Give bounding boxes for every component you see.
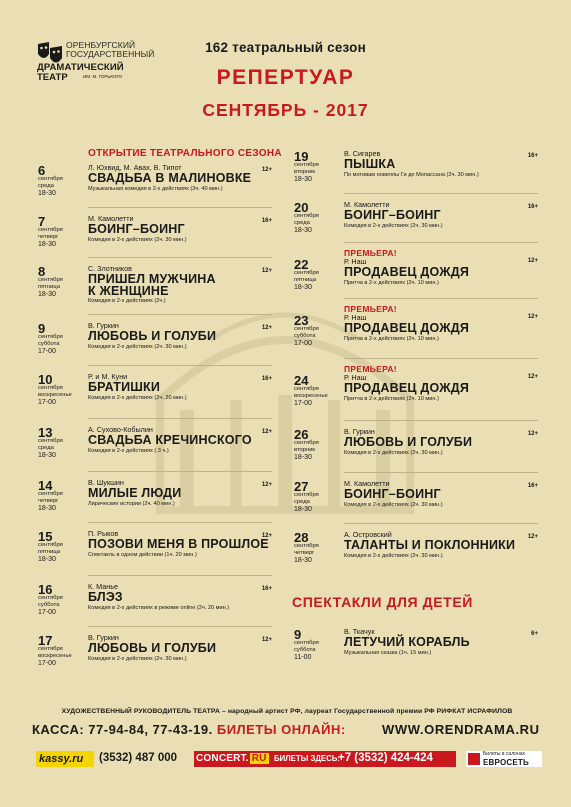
- event-author: М. Камолетти: [88, 214, 134, 223]
- age-rating-badge: 12+: [261, 325, 272, 331]
- event-title: ПРОДАВЕЦ ДОЖДЯ: [344, 265, 470, 279]
- event-title: ПРИШЕЛ МУЖЧИНА: [88, 272, 216, 286]
- age-rating-badge: 12+: [527, 314, 538, 320]
- euroset-name: ЕВРОСЕТЬ: [483, 758, 529, 767]
- event-time: 18-30: [38, 190, 56, 197]
- age-rating-badge: 12+: [261, 482, 272, 488]
- event-title: БОИНГ–БОИНГ: [88, 222, 185, 236]
- logo-line-4: ТЕАТР: [37, 72, 68, 83]
- event-title: ЛЮБОВЬ И ГОЛУБИ: [88, 329, 217, 343]
- logo-line-3: ДРАМАТИЧЕСКИЙ: [37, 62, 124, 73]
- event-time: 17-00: [294, 340, 312, 347]
- event-day: 19: [294, 149, 309, 164]
- event-date: сентября пятница: [38, 277, 63, 290]
- premiere-label: ПРЕМЬЕРА!: [344, 248, 397, 258]
- left-event: [38, 530, 272, 564]
- event-genre: Музыкальная сказка (1ч. 15 мин.): [344, 650, 432, 656]
- event-genre: Комедия в 2-х действиях в режиме online (2ч. 20 мин.): [88, 605, 230, 611]
- event-genre: Комедия в 2-х действиях (2ч. 30 мин.): [344, 553, 443, 559]
- logo-line-2: ГОСУДАРСТВЕННЫЙ: [66, 49, 155, 59]
- left-event: [38, 265, 272, 307]
- event-genre: Комедия в 2-х действиях (2ч. 20 мин.): [88, 395, 187, 401]
- left-event: [38, 479, 272, 513]
- age-rating-badge: 12+: [261, 268, 272, 274]
- left-event: [38, 322, 272, 356]
- age-rating-badge: 12+: [261, 429, 272, 435]
- event-day: 7: [38, 214, 46, 229]
- event-title: ТАЛАНТЫ И ПОКЛОННИКИ: [344, 538, 516, 552]
- right-event: [294, 150, 538, 184]
- event-time: 18-30: [38, 241, 56, 248]
- age-rating-badge: 12+: [527, 534, 538, 540]
- right-event: [294, 480, 538, 514]
- event-title: ЛЮБОВЬ И ГОЛУБИ: [88, 641, 217, 655]
- event-date: сентября воскресенье: [38, 646, 72, 659]
- event-author: В. Гуркин: [88, 633, 119, 642]
- row-divider: [344, 242, 538, 243]
- box-office-phones: 77-94-84, 77-43-19.: [88, 722, 213, 737]
- row-divider: [88, 365, 272, 366]
- event-title: БЛЭЗ: [88, 590, 123, 604]
- event-genre: Комедия в 2-х действиях (2ч.): [88, 298, 166, 304]
- event-title-line-2: К ЖЕНЩИНЕ: [88, 284, 169, 298]
- concert-partner: [194, 751, 456, 767]
- premiere-label: ПРЕМЬЕРА!: [344, 364, 397, 374]
- event-title: БРАТИШКИ: [88, 380, 161, 394]
- event-date: сентября четверг: [294, 543, 319, 556]
- kids-heading: СПЕКТАКЛИ ДЛЯ ДЕТЕЙ: [292, 594, 473, 610]
- online-tickets-label: БИЛЕТЫ ОНЛАЙН:: [216, 722, 346, 737]
- event-date: сентября пятница: [38, 542, 63, 555]
- event-genre: Спектакль в одном действии (1ч. 20 мин.): [88, 552, 197, 558]
- event-date: сентября суббота: [38, 334, 63, 347]
- age-rating-badge: 12+: [527, 431, 538, 437]
- euroset-logo-icon: [468, 753, 480, 765]
- row-divider: [344, 523, 538, 524]
- right-event: [294, 304, 538, 348]
- event-date: сентября суббота: [38, 595, 63, 608]
- age-rating-badge: 6+: [531, 631, 538, 637]
- kassy-phone: (3532) 487 000: [99, 752, 178, 764]
- event-title: ПРОДАВЕЦ ДОЖДЯ: [344, 381, 470, 395]
- row-divider: [88, 575, 272, 576]
- event-author: Л. Юхвид, М. Авах, В. Типот: [88, 163, 182, 172]
- event-title: ЛЕТУЧИЙ КОРАБЛЬ: [344, 635, 470, 649]
- event-day: 9: [294, 627, 302, 642]
- row-divider: [88, 314, 272, 315]
- event-date: сентября воскресенье: [294, 386, 328, 399]
- event-date: сентября пятница: [294, 270, 319, 283]
- event-day: 24: [294, 373, 309, 388]
- event-date: сентября среда: [294, 492, 319, 505]
- event-time: 18-30: [294, 284, 312, 291]
- row-divider: [344, 298, 538, 299]
- right-event: [294, 531, 538, 565]
- event-day: 6: [38, 163, 46, 178]
- event-time: 18-30: [294, 557, 312, 564]
- event-author: М. Камолетти: [344, 200, 390, 209]
- row-divider: [88, 418, 272, 419]
- row-divider: [344, 420, 538, 421]
- event-date: сентября четверг: [38, 491, 63, 504]
- event-day: 27: [294, 479, 309, 494]
- event-title: ПРОДАВЕЦ ДОЖДЯ: [344, 321, 470, 335]
- event-genre: Притча в 2-х действиях (2ч. 10 мин.): [344, 336, 439, 342]
- event-time: 18-30: [294, 454, 312, 461]
- concert-logo: [196, 752, 269, 766]
- event-author: В. Ткачук: [344, 627, 375, 636]
- season-opening-heading: ОТКРЫТИЕ ТЕАТРАЛЬНОГО СЕЗОНА: [88, 148, 282, 159]
- event-time: 17-00: [38, 660, 56, 667]
- kassy-partner: [36, 751, 176, 767]
- event-author: П. Рыков: [88, 529, 119, 538]
- event-day: 23: [294, 313, 309, 328]
- event-date: сентября среда: [294, 213, 319, 226]
- event-date: сентября среда: [38, 438, 63, 451]
- row-divider: [88, 626, 272, 627]
- event-genre: Комедия в 2-х действиях (2ч. 30 мин.): [344, 450, 443, 456]
- event-title: СВАДЬБА КРЕЧИНСКОГО: [88, 433, 252, 447]
- event-date: сентября суббота: [294, 640, 319, 653]
- event-author: А. Островский: [344, 530, 392, 539]
- event-day: 14: [38, 478, 53, 493]
- event-author: В. Гуркин: [344, 427, 375, 436]
- event-day: 17: [38, 633, 53, 648]
- event-time: 18-30: [294, 506, 312, 513]
- age-rating-badge: 12+: [527, 374, 538, 380]
- event-day: 10: [38, 372, 53, 387]
- event-date: сентября суббота: [294, 326, 319, 339]
- age-rating-badge: 16+: [527, 204, 538, 210]
- event-time: 18-30: [38, 291, 56, 298]
- event-title: БОИНГ–БОИНГ: [344, 208, 441, 222]
- event-title: МИЛЫЕ ЛЮДИ: [88, 486, 182, 500]
- event-date: сентября вторник: [294, 440, 319, 453]
- event-time: 11-00: [294, 654, 312, 661]
- event-genre: Комедия в 2-х действиях (2ч. 30 мин.): [88, 344, 187, 350]
- age-rating-badge: 12+: [261, 637, 272, 643]
- event-day: 26: [294, 427, 309, 442]
- event-date: сентября воскресенье: [38, 385, 72, 398]
- event-date: сентября четверг: [38, 227, 63, 240]
- age-rating-badge: 16+: [261, 586, 272, 592]
- event-author: В. Гуркин: [88, 321, 119, 330]
- right-event: [294, 364, 538, 408]
- event-genre: Притча в 2-х действиях (2ч. 10 мин.): [344, 280, 439, 286]
- event-genre: Комедия в 2-х действиях (2ч. 30 мин.): [88, 237, 187, 243]
- euroset-small-text: Билеты в салонах: [483, 751, 526, 757]
- left-event: [38, 215, 272, 249]
- kids-event: [294, 628, 538, 662]
- logo-line-4-small: ИМ. М. ГОРЬКОГО: [83, 74, 123, 79]
- event-genre: По мотивам новеллы Ги де Мопассана (2ч. 30 мин.): [344, 172, 479, 178]
- right-event: [294, 248, 538, 292]
- event-title: ПОЗОВИ МЕНЯ В ПРОШЛОЕ: [88, 537, 269, 551]
- event-genre: Комедия в 2-х действиях (2ч. 30 мин.): [344, 502, 443, 508]
- concert-label: БИЛЕТЫ ЗДЕСЬ:: [274, 754, 340, 763]
- event-author: Р. Наш: [344, 257, 367, 266]
- artistic-director-line: ХУДОЖЕСТВЕННЫЙ РУКОВОДИТЕЛЬ ТЕАТРА – народный артист РФ, лауреат Государственной премии РФ РИФКАТ ИСРАФИЛОВ: [61, 708, 513, 715]
- event-title: ЛЮБОВЬ И ГОЛУБИ: [344, 435, 473, 449]
- event-author: Р. и М. Куни: [88, 372, 128, 381]
- season-label: 162 театральный сезон: [205, 40, 366, 55]
- age-rating-badge: 16+: [261, 376, 272, 382]
- event-time: 17-00: [38, 609, 56, 616]
- event-day: 8: [38, 264, 46, 279]
- event-title: СВАДЬБА В МАЛИНОВКЕ: [88, 171, 252, 185]
- event-genre: Комедия в 2-х действиях (2ч. 30 мин.): [344, 223, 443, 229]
- event-genre: Лирические истории (2ч. 40 мин.): [88, 501, 175, 507]
- event-genre: Музыкальная комедия в 2-х действиях (3ч. 40 мин.): [88, 186, 223, 192]
- row-divider: [88, 522, 272, 523]
- row-divider: [88, 257, 272, 258]
- event-time: 18-30: [294, 176, 312, 183]
- event-author: Р. Наш: [344, 313, 367, 322]
- event-author: В. Шукшин: [88, 478, 124, 487]
- event-title: ПЫШКА: [344, 157, 396, 171]
- event-time: 18-30: [38, 505, 56, 512]
- event-date: сентября среда: [38, 176, 63, 189]
- row-divider: [88, 471, 272, 472]
- event-day: 15: [38, 529, 53, 544]
- event-author: К. Маньe: [88, 582, 118, 591]
- event-author: М. Камолетти: [344, 479, 390, 488]
- event-day: 20: [294, 200, 309, 215]
- event-time: 17-00: [38, 348, 56, 355]
- left-event: [38, 426, 272, 460]
- event-author: В. Сигарев: [344, 149, 381, 158]
- left-event: [38, 373, 272, 407]
- left-event: [38, 634, 272, 668]
- euroset-partner: [466, 751, 542, 767]
- concert-logo-text: CONCERT.: [196, 753, 249, 764]
- event-time: 18-30: [38, 452, 56, 459]
- page-title: РЕПЕРТУАР: [216, 66, 355, 89]
- age-rating-badge: 16+: [527, 153, 538, 159]
- event-time: 18-30: [294, 227, 312, 234]
- event-time: 18-30: [38, 556, 56, 563]
- event-day: 28: [294, 530, 309, 545]
- event-genre: Комедия в 2-х действиях (2ч. 30 мин.): [88, 656, 187, 662]
- event-author: А. Сухово-Кобылин: [88, 425, 153, 434]
- event-date: сентября вторник: [294, 162, 319, 175]
- row-divider: [344, 193, 538, 194]
- row-divider: [88, 207, 272, 208]
- event-day: 16: [38, 582, 53, 597]
- row-divider: [344, 358, 538, 359]
- month-title: СЕНТЯБРЬ - 2017: [202, 100, 369, 120]
- event-day: 22: [294, 257, 309, 272]
- event-author: Р. Наш: [344, 373, 367, 382]
- row-divider: [344, 472, 538, 473]
- box-office: [32, 722, 346, 737]
- premiere-label: ПРЕМЬЕРА!: [344, 304, 397, 314]
- age-rating-badge: 16+: [261, 218, 272, 224]
- right-event: [294, 201, 538, 235]
- event-day: 13: [38, 425, 53, 440]
- left-event: [38, 583, 272, 617]
- event-genre: Притча в 2-х действиях (2ч. 10 мин.): [344, 396, 439, 402]
- concert-logo-ru: RU: [251, 753, 267, 764]
- event-day: 9: [38, 321, 46, 336]
- logo-line-1: ОРЕНБУРГСКИЙ: [66, 40, 136, 50]
- concert-phone: +7 (3532) 424-424: [338, 752, 433, 764]
- event-genre: Комедия в 2-х действиях ( 3 ч.): [88, 448, 169, 454]
- event-author: С. Злотников: [88, 264, 132, 273]
- event-time: 17-00: [38, 399, 56, 406]
- box-office-label: КАССА:: [32, 722, 85, 737]
- age-rating-badge: 16+: [527, 483, 538, 489]
- left-event: [38, 164, 272, 198]
- website-link[interactable]: WWW.ORENDRAMA.RU: [382, 722, 540, 737]
- kassy-logo: kassy.ru: [36, 751, 94, 767]
- age-rating-badge: 12+: [261, 167, 272, 173]
- event-title: БОИНГ–БОИНГ: [344, 487, 441, 501]
- right-event: [294, 428, 538, 462]
- event-time: 17-00: [294, 400, 312, 407]
- age-rating-badge: 12+: [527, 258, 538, 264]
- age-rating-badge: 12+: [261, 533, 272, 539]
